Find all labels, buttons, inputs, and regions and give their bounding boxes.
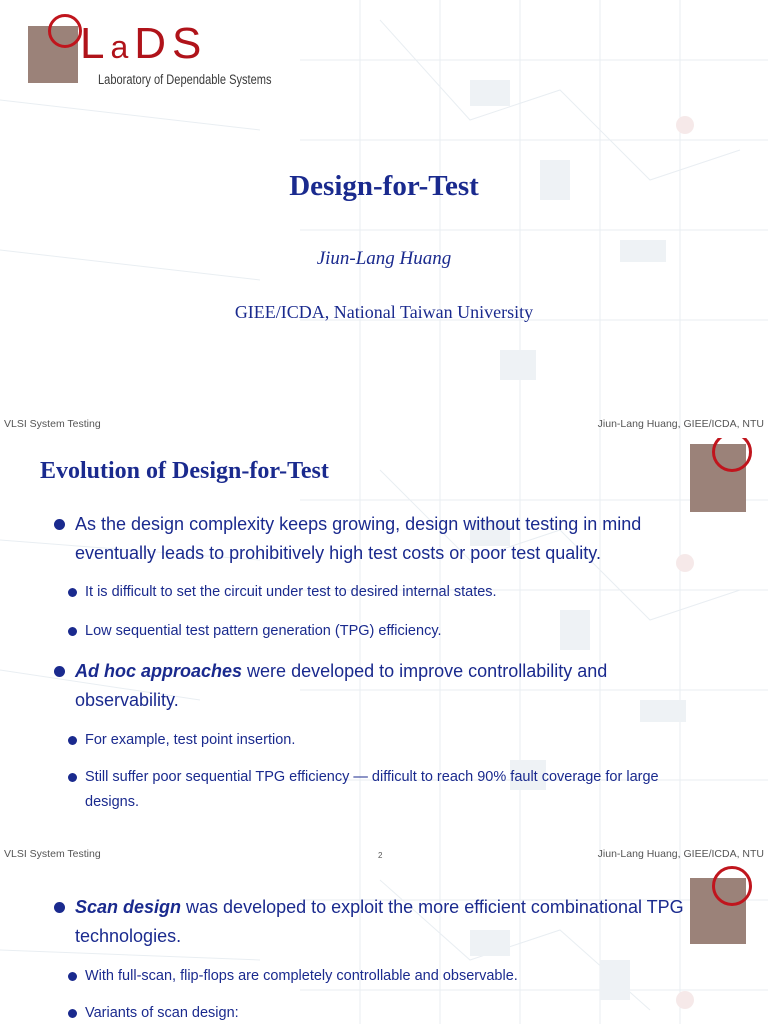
footer-author: Jiun-Lang Huang, GIEE/ICDA, NTU: [597, 848, 764, 860]
list-item: As the design complexity keeps growing, design without testing in mind eventually leads to prohibitively high test costs or poor test quality.: [75, 510, 715, 568]
title-slide: [0, 0, 768, 438]
list-item: For example, test point insertion.: [85, 728, 715, 753]
content-slide: [0, 864, 768, 1024]
footer-course: VLSI System Testing: [4, 848, 101, 860]
presentation-title: Design-for-Test: [289, 170, 479, 202]
footer-author: Jiun-Lang Huang, GIEE/ICDA, NTU: [597, 418, 764, 430]
bullet-list: [0, 438, 768, 864]
author-affiliation: GIEE/ICDA, National Taiwan University: [234, 302, 534, 322]
content-slide: [0, 438, 768, 864]
bullet-icon: [68, 972, 77, 981]
slide-footer: [0, 418, 768, 434]
slide-footer: [0, 848, 768, 864]
list-item: Still suffer poor sequential TPG efficiency — difficult to reach 90% fault coverage for large designs.: [85, 765, 715, 815]
list-item: Low sequential test pattern generation (TPG) efficiency.: [85, 619, 715, 644]
page-number: 2: [378, 851, 383, 860]
bullet-icon: [68, 773, 77, 782]
list-item: Variants of scan design:: [85, 1001, 715, 1024]
bullet-icon: [68, 1009, 77, 1018]
footer-course: VLSI System Testing: [4, 418, 101, 430]
bullet-icon: [54, 519, 65, 530]
bullet-icon: [68, 588, 77, 597]
logo-subtitle: Laboratory of Dependable Systems: [98, 72, 272, 87]
logo-wordmark: LaDS: [80, 19, 208, 68]
list-item: It is difficult to set the circuit under test to desired internal states.: [85, 580, 715, 605]
list-item: Ad hoc approaches were developed to improve controllability and observability.: [75, 657, 715, 715]
bullet-icon: [68, 736, 77, 745]
slide-heading: Evolution of Design-for-Test: [40, 458, 329, 484]
author-name: Jiun-Lang Huang: [316, 248, 452, 269]
list-item: With full-scan, flip-flops are completely controllable and observable.: [85, 964, 715, 989]
logo-ring-icon: [48, 14, 82, 48]
list-item: Scan design was developed to exploit the more efficient combinational TPG technologies.: [75, 893, 695, 951]
bullet-icon: [54, 902, 65, 913]
bullet-icon: [68, 627, 77, 636]
bullet-list: [0, 864, 768, 1024]
bullet-icon: [54, 666, 65, 677]
